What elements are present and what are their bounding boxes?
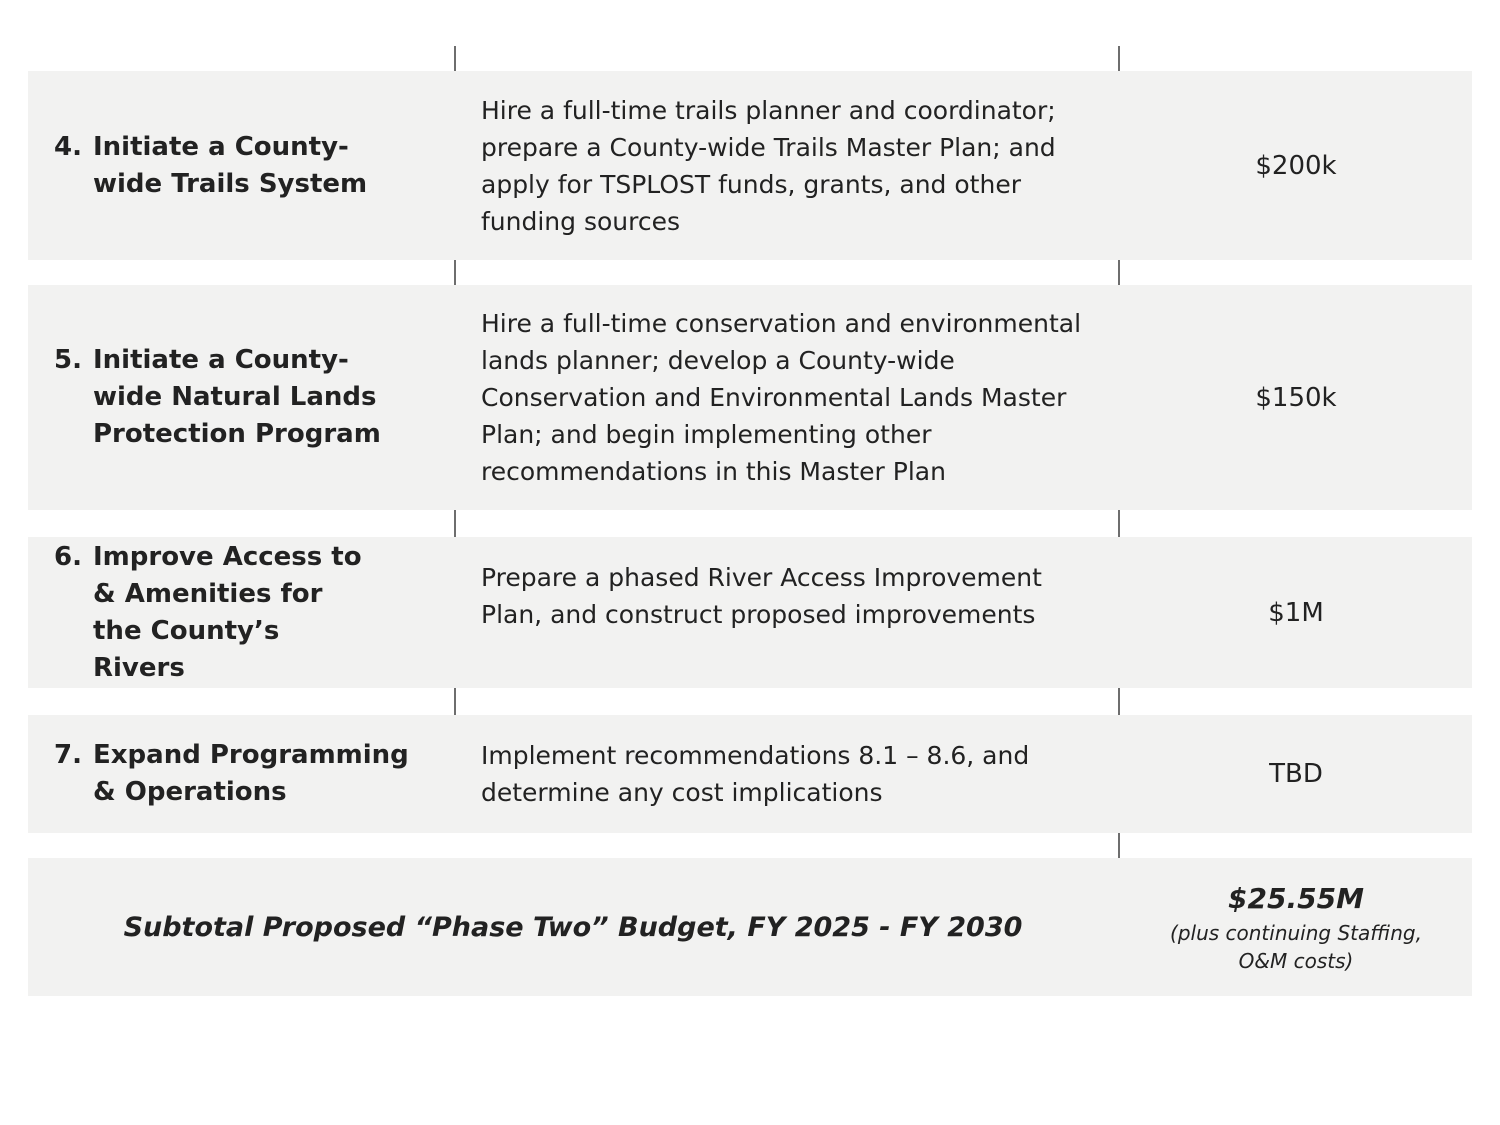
row-cost-cell <box>1120 285 1472 510</box>
row-description-cell <box>481 285 1101 510</box>
row-title-text: Initiate a County-wide Trails System <box>93 131 368 199</box>
row-number: 5. <box>54 345 82 375</box>
row-title-cell <box>54 285 444 510</box>
row-cost-cell <box>1120 71 1472 260</box>
row-description-cell <box>481 71 1101 260</box>
row-description: Hire a full-time trails planner and coordinator; prepare a County-wide Trails Master Plan; and apply for TSPLOST funds, grants, and other funding sources <box>481 95 1056 236</box>
subtotal-cost-cell <box>1120 858 1472 996</box>
row-description-cell <box>481 715 1101 833</box>
row-cost: $200k <box>1255 150 1337 181</box>
subtotal-row <box>28 858 1472 996</box>
row-number: 6. <box>54 541 82 572</box>
subtotal-label: Subtotal Proposed “Phase Two” Budget, FY 2025 - FY 2030 <box>123 911 1023 943</box>
table-row <box>28 715 1472 833</box>
subtotal-note: (plus continuing Staffing, O&M costs) <box>1170 921 1422 973</box>
table-row <box>28 71 1472 260</box>
row-description: Hire a full-time conservation and environmental lands planner; develop a County-wide Conservation and Environmental Lands Master Plan; and begin implementing other recommendations in this Master Plan <box>481 309 1082 486</box>
row-cost-cell <box>1120 715 1472 833</box>
row-title-text: Expand Programming & Operations <box>93 740 409 807</box>
row-cost: $1M <box>1268 597 1324 628</box>
row-number: 4. <box>54 131 82 162</box>
row-description: Implement recommendations 8.1 – 8.6, and determine any cost implications <box>481 741 1030 807</box>
row-title <box>54 342 383 453</box>
row-title-text: Initiate a County-wide Natural Lands Protection Program <box>93 345 381 449</box>
row-cost: $150k <box>1255 382 1337 413</box>
row-description-cell <box>481 537 1101 688</box>
row-title-cell <box>54 715 444 833</box>
row-cost: TBD <box>1269 759 1323 789</box>
row-description: Prepare a phased River Access Improvement Plan, and construct proposed improvements <box>481 563 1042 629</box>
row-title <box>54 539 378 687</box>
row-title-cell <box>54 537 444 688</box>
row-number: 7. <box>54 740 82 770</box>
subtotal-amount: $25.55M <box>1228 882 1364 915</box>
row-title-cell <box>54 71 444 260</box>
row-title-text: Improve Access to & Amenities for the County’s Rivers <box>93 541 362 683</box>
row-title <box>54 129 413 203</box>
subtotal-cost <box>1161 879 1431 975</box>
table-row <box>28 537 1472 688</box>
row-title <box>54 737 423 811</box>
row-cost-cell <box>1120 537 1472 688</box>
table-row <box>28 285 1472 510</box>
